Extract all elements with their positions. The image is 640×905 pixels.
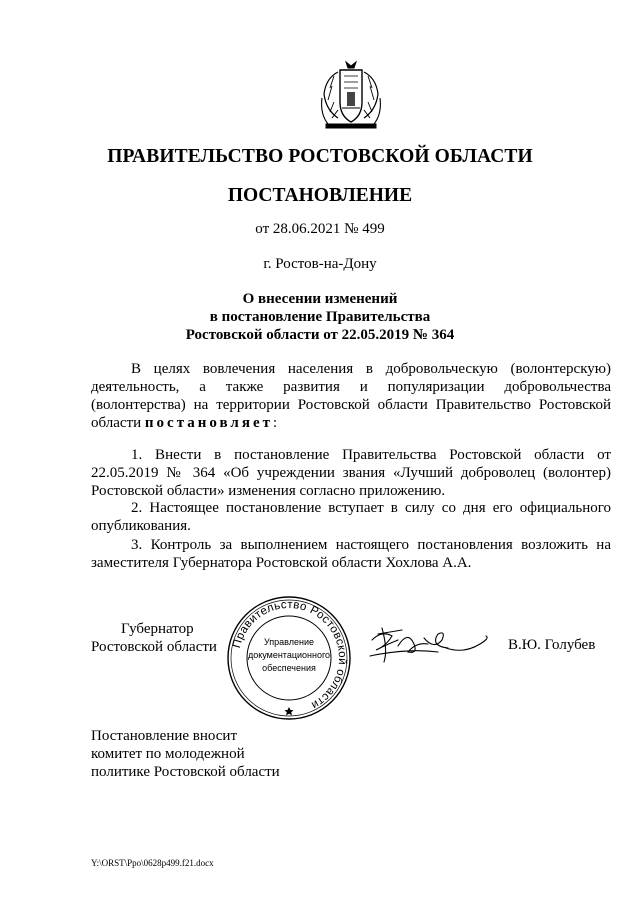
subject-line: О внесении изменений [242, 291, 398, 307]
initiator-line: Постановление вносит [91, 728, 238, 744]
signer-role-line: Губернатор [121, 621, 194, 637]
government-title: ПРАВИТЕЛЬСТВО РОСТОВСКОЙ ОБЛАСТИ [107, 146, 533, 167]
subject-line: в постановление Правительства [209, 309, 431, 325]
document-type-title: ПОСТАНОВЛЕНИЕ [227, 185, 413, 206]
signer-role [91, 620, 217, 656]
document-date-number: от 28.06.2021 № 499 [255, 221, 385, 237]
resolution-item-1: 1. Внести в постановление Правительства Ростовской области от 22.05.2019 № 364 «Об учреждении звания «Лучший доброволец (волонтер) Ростовской области» изменения согласно приложению. [91, 447, 611, 499]
resolution-item-3: 3. Контроль за выполнением настоящего постановления возложить на заместителя Губернатора Ростовской области Хохлова А.А. [91, 537, 611, 571]
handwritten-signature [368, 620, 492, 670]
signer-role-line: Ростовской области [91, 639, 217, 655]
coat-of-arms-emblem [318, 58, 384, 130]
resolves-word: постановляет [144, 415, 273, 431]
initiator-line: комитет по молодежной [91, 746, 245, 762]
seal-inner-line: документационного [247, 650, 331, 660]
initiator-note [91, 727, 280, 781]
resolves-colon: : [273, 415, 278, 431]
document-subject [0, 290, 640, 344]
resolution-item-2: 2. Настоящее постановление вступает в силу со дня его официального опубликования. [91, 500, 611, 534]
signer-name: В.Ю. Голубев [508, 637, 596, 653]
seal-outer-text: Правительство Ростовской области [231, 598, 349, 712]
document-city: г. Ростов-на-Дону [263, 256, 377, 272]
seal-inner-line: Управление [263, 637, 315, 647]
preamble-text: В целях вовлечения населения в добровольческую (волонтерскую) деятельность, а также развития и популяризации добровольчества (волонтерства) на территории Ростовской области Правительство Ростовской области [91, 361, 611, 431]
file-path-footer: Y:\ORST\Ppo\0628p499.f21.docx [91, 858, 214, 868]
seal-inner-line: обеспечения [262, 663, 316, 673]
subject-line: Ростовской области от 22.05.2019 № 364 [185, 327, 455, 343]
initiator-line: политике Ростовской области [91, 764, 280, 780]
official-seal-stamp [226, 595, 352, 721]
preamble-paragraph [91, 360, 611, 432]
